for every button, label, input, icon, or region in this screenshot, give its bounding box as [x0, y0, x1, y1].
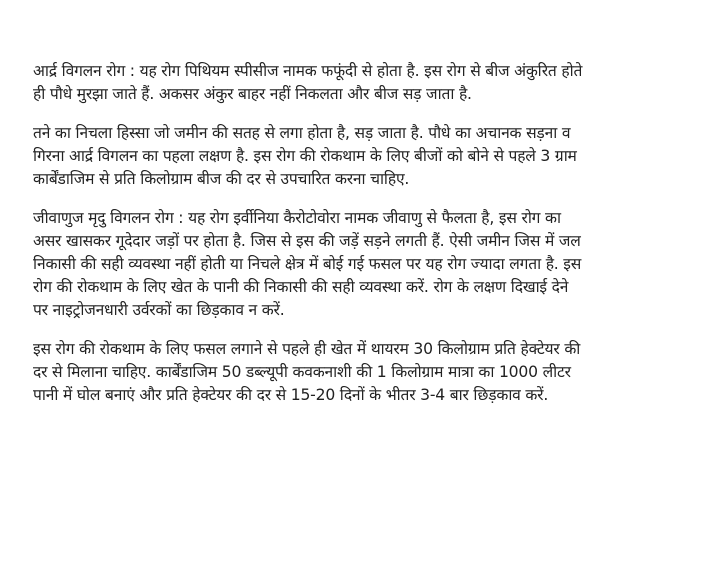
text-line: जीवाणुज मृदु विगलन रोग : यह रोग इर्वीनिया कैरोटोवोरा नामक जीवाणु से फैलता है, इस रोग का	[33, 209, 561, 227]
text-line: असर खासकर गूदेदार जड़ों पर होता है. जिस से इस की जड़ें सड़ने लगती हैं. ऐसी जमीन जिस में जल	[33, 232, 581, 250]
text-line: पर नाइट्रोजनधारी उर्वरकों का छिड़काव न करें.	[33, 301, 285, 319]
text-line: गिरना आर्द्र विगलन का पहला लक्षण है. इस रोग की रोकथाम के लिए बीजों को बोने से पहले 3 ग्राम	[33, 147, 577, 165]
text-line: तने का निचला हिस्सा जो जमीन की सतह से लगा होता है, सड़ जाता है. पौधे का अचानक सड़ना व	[33, 124, 571, 142]
text-line: कार्बेंडाजिम से प्रति किलोग्राम बीज की दर से उपचारित करना चाहिए.	[33, 170, 410, 188]
text-line: पानी में घोल बनाएं और प्रति हेक्टेयर की दर से 15-20 दिनों के भीतर 3-4 बार छिड़काव करें.	[33, 386, 549, 404]
text-line: रोग की रोकथाम के लिए खेत के पानी की निकासी की सही व्यवस्था करें. रोग के लक्षण दिखाई देने	[33, 278, 569, 296]
text-line: इस रोग की रोकथाम के लिए फसल लगाने से पहले ही खेत में थायरम 30 किलोग्राम प्रति हेक्टेयर की	[33, 340, 581, 358]
paragraph-soft-rot	[33, 207, 705, 322]
text-line: आर्द्र विगलन रोग : यह रोग पिथियम स्पीसीज नामक फफूंदी से होता है. इस रोग से बीज अंकुरित होते	[33, 62, 583, 80]
text-line: निकासी की सही व्यवस्था नहीं होती या निचले क्षेत्र में बोई गई फसल पर यह रोग ज्यादा लगता है. इस	[33, 255, 582, 273]
article-body	[33, 60, 705, 423]
paragraph-damping-off	[33, 60, 705, 106]
paragraph-prevention	[33, 338, 705, 407]
paragraph-stem-symptoms	[33, 122, 705, 191]
text-line: दर से मिलाना चाहिए. कार्बेंडाजिम 50 डब्ल्यूपी कवकनाशी की 1 किलोग्राम मात्रा का 1000 लीटर	[33, 363, 571, 381]
text-line: ही पौधे मुरझा जाते हैं. अकसर अंकुर बाहर नहीं निकलता और बीज सड़ जाता है.	[33, 85, 472, 103]
